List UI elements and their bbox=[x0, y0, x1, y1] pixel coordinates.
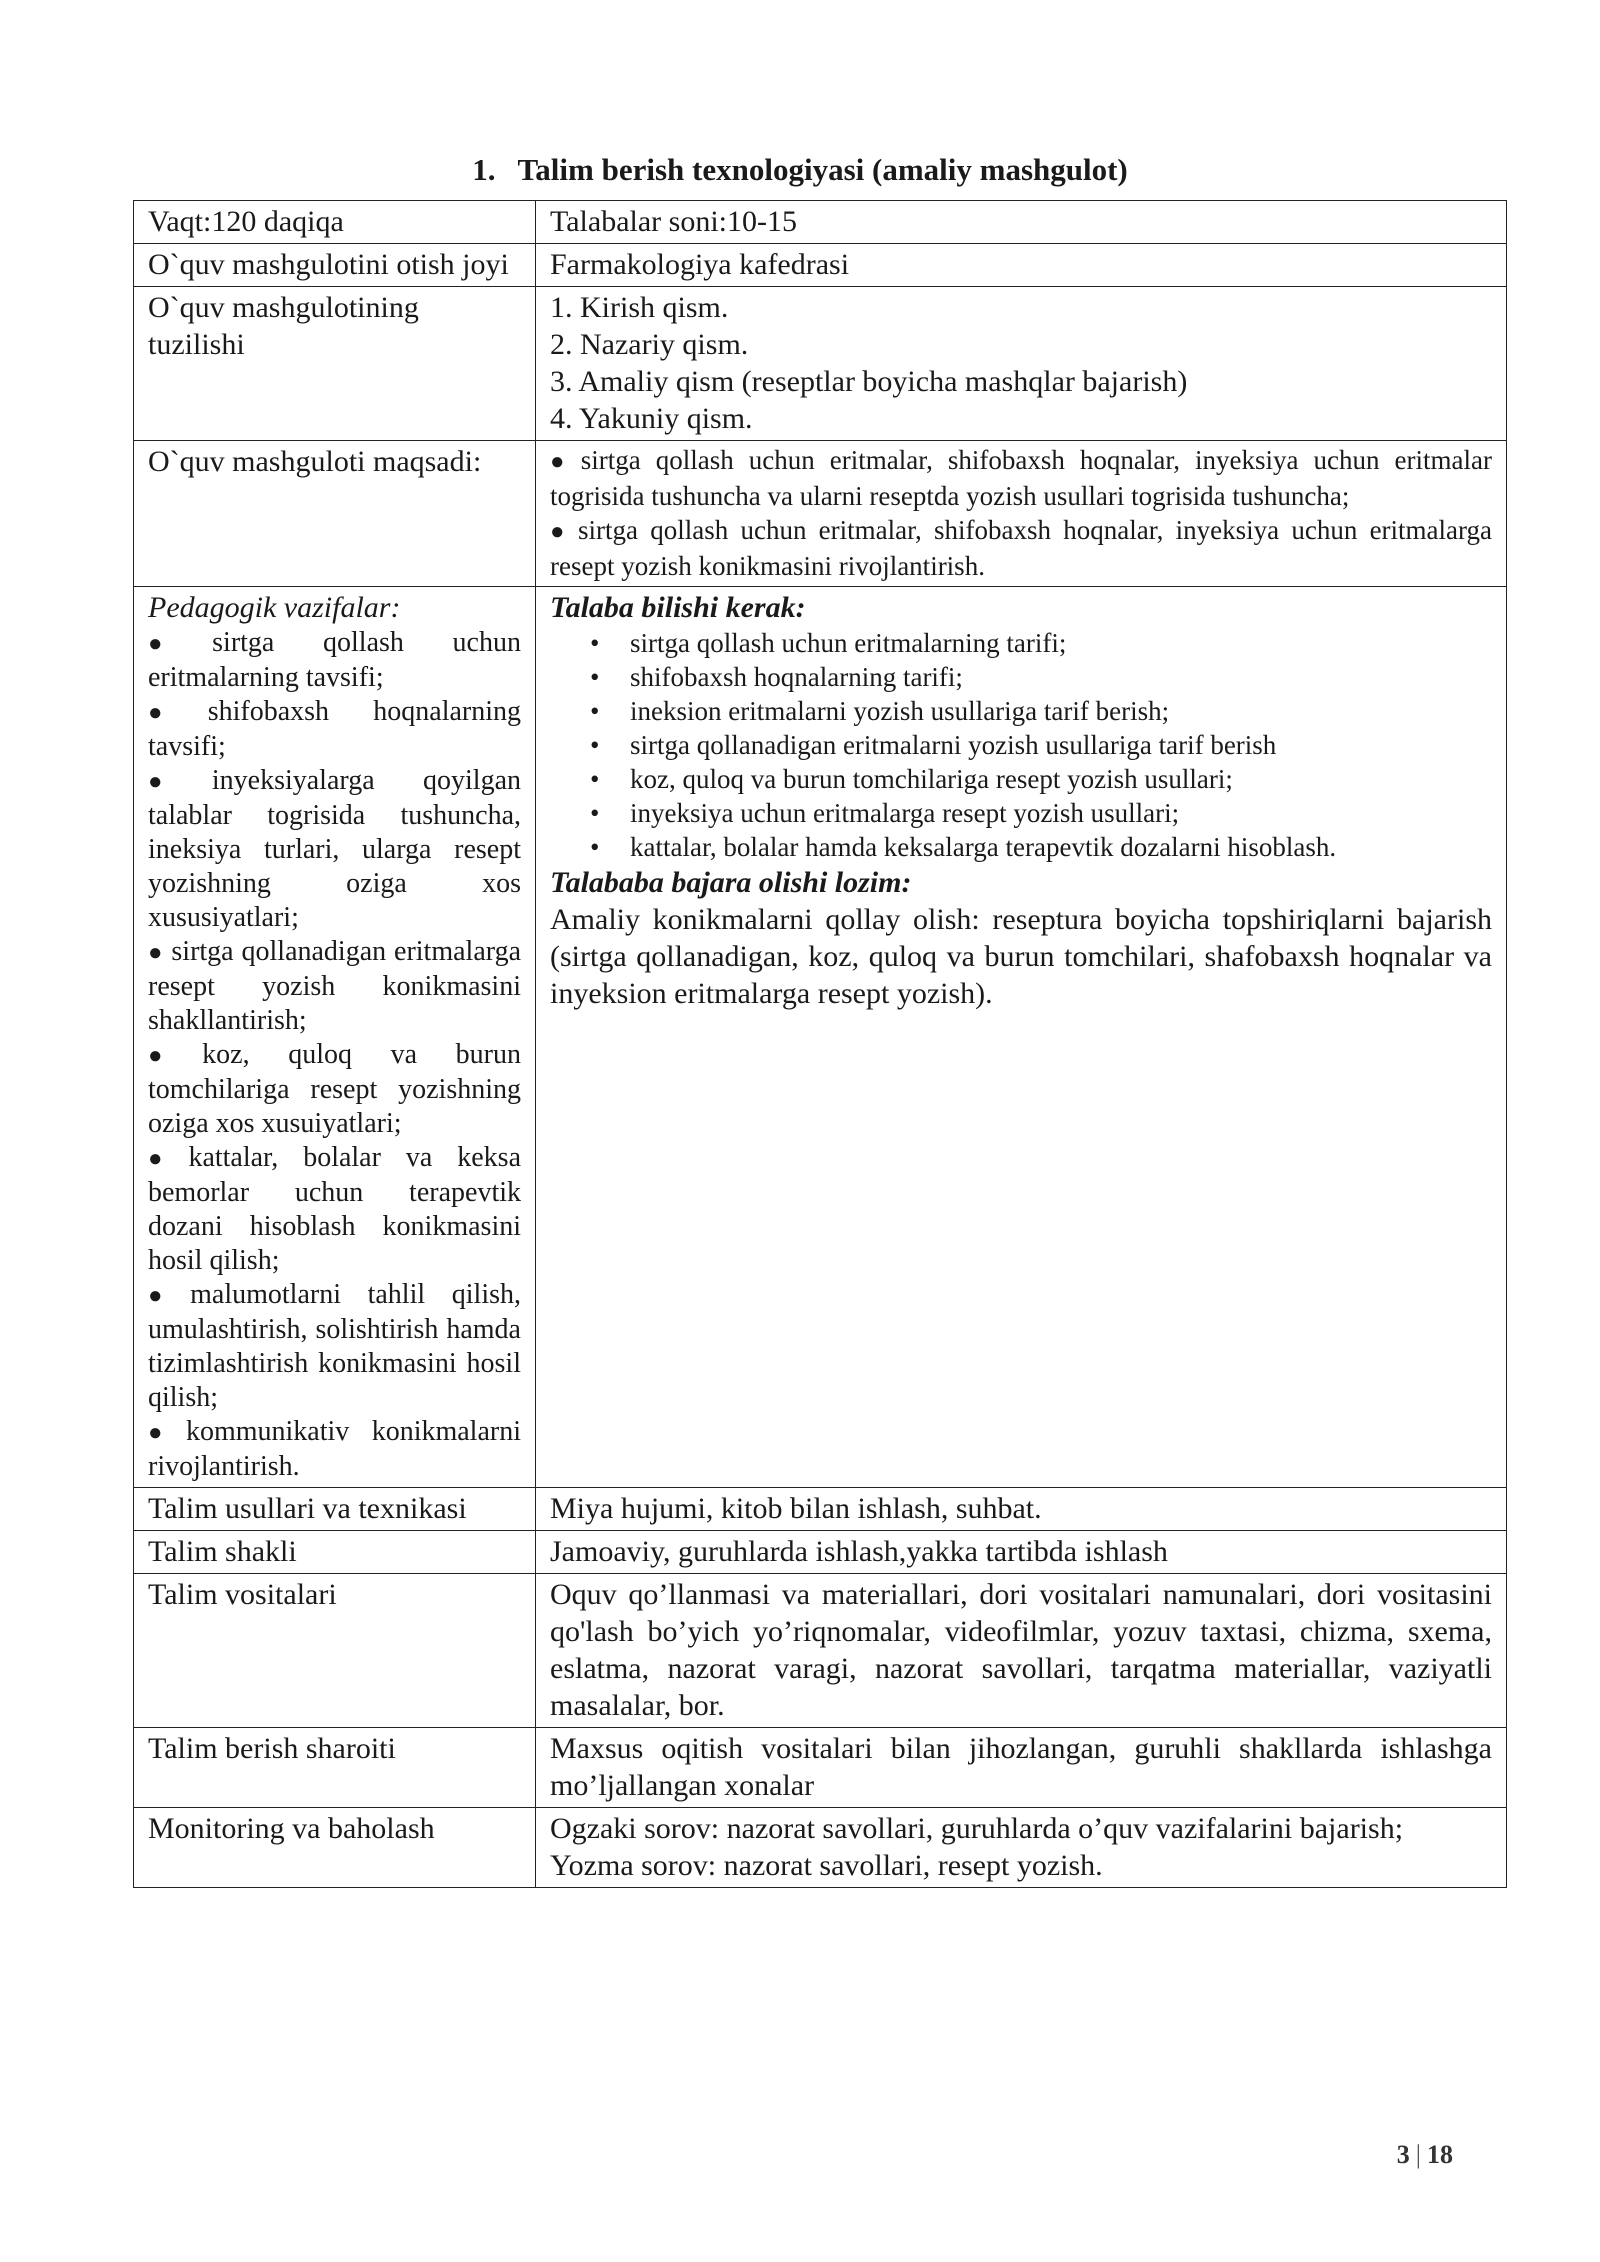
monitoring-value bbox=[536, 1808, 1507, 1888]
list-item: • kattalar, bolalar hamda keksalarga terapevtik dozalarni hisoblash. bbox=[590, 830, 1492, 864]
table-row bbox=[134, 244, 1507, 287]
list-item: 3. Amaliy qism (reseptlar boyicha mashqlar bajarish) bbox=[550, 365, 1188, 398]
current-page: 3 bbox=[1396, 2140, 1410, 2169]
list-item: ● kattalar, bolalar va keksa bemorlar uchun terapevtik dozani hisoblash konikmasini hosil qilish; bbox=[148, 1142, 521, 1276]
know-list bbox=[550, 626, 1492, 864]
lesson-plan-table bbox=[133, 200, 1507, 1888]
bullet-icon: ● bbox=[148, 769, 204, 795]
tools-value: Oquv qo’llanmasi va materiallari, dori vositalari namunalari, dori vositasini qo'lash bo’yich yo’riqnomalar, videofilmlar, yozuv taxtasi, chizma, sxema, eslatma, nazorat varagi, nazorat savollari, tarqatma materiallar, vaziyatli masalalar, bor. bbox=[536, 1574, 1507, 1728]
time-label: Vaqt:120 daqiqa bbox=[134, 201, 536, 244]
table-row bbox=[134, 1574, 1507, 1728]
bullet-icon: ● bbox=[148, 700, 200, 726]
total-pages: 18 bbox=[1427, 2140, 1453, 2169]
place-value: Farmakologiya kafedrasi bbox=[536, 244, 1507, 287]
form-label: Talim shakli bbox=[134, 1531, 536, 1574]
list-item: ● sirtga qollash uchun eritmalarning tavsifi; bbox=[148, 627, 521, 693]
tools-label: Talim vositalari bbox=[134, 1574, 536, 1728]
monitoring-label: Monitoring va baholash bbox=[134, 1808, 536, 1888]
tasks-heading: Pedagogik vazifalar: bbox=[148, 591, 401, 624]
bullet-icon: ● bbox=[148, 1420, 178, 1446]
structure-list bbox=[536, 287, 1507, 441]
title-text: Talim berish texnologiyasi (amaliy mashgulot) bbox=[517, 152, 1128, 187]
conditions-value: Maxsus oqitish vositalari bilan jihozlangan, guruhli shakllarda ishlashga mo’ljallangan xonalar bbox=[536, 1728, 1507, 1808]
do-text: Amaliy konikmalarni qollay olish: reseptura boyicha topshiriqlarni bajarish (sirtga qollanadigan, koz, quloq va burun tomchilari, shafobaxsh hoqnalar va inyeksion eritmalarga resept yozish). bbox=[550, 903, 1492, 1010]
bullet-icon: ● bbox=[550, 449, 573, 475]
aim-label: O`quv mashguloti maqsadi: bbox=[134, 441, 536, 587]
bullet-icon: ● bbox=[148, 631, 205, 657]
list-item: • shifobaxsh hoqnalarning tarifi; bbox=[590, 660, 1492, 694]
oral-assessment: Ogzaki sorov: nazorat savollari, guruhlarda o’quv vazifalarini bajarish; bbox=[550, 1812, 1404, 1845]
form-value: Jamoaviy, guruhlarda ishlash,yakka tartibda ishlash bbox=[536, 1531, 1507, 1574]
students-count: Talabalar soni:10-15 bbox=[536, 201, 1507, 244]
list-item: • inyeksiya uchun eritmalarga resept yozish usullari; bbox=[590, 796, 1492, 830]
title-number: 1. bbox=[472, 152, 496, 187]
pedagogical-tasks bbox=[134, 587, 536, 1488]
list-item: ● malumotlarni tahlil qilish, umulashtirish, solishtirish hamda tizimlashtirish konikmasini hosil qilish; bbox=[148, 1279, 521, 1413]
list-item: ● sirtga qollash uchun eritmalar, shifobaxsh hoqnalar, inyeksiya uchun eritmalarga resept yozish konikmasini rivojlantirish. bbox=[550, 515, 1493, 581]
bullet-icon: ● bbox=[148, 1043, 195, 1069]
table-row bbox=[134, 1808, 1507, 1888]
bullet-icon: ● bbox=[550, 519, 570, 545]
list-item: • koz, quloq va burun tomchilariga resept yozish usullari; bbox=[590, 762, 1492, 796]
list-item: ● kommunikativ konikmalarni rivojlantirish. bbox=[148, 1416, 521, 1482]
list-item: ● shifobaxsh hoqnalarning tavsifi; bbox=[148, 696, 521, 762]
list-item: 4. Yakuniy qism. bbox=[550, 402, 753, 435]
structure-label: O`quv mashgulotining tuzilishi bbox=[134, 287, 536, 441]
bullet-icon: ● bbox=[148, 1283, 183, 1309]
page-number bbox=[1397, 2140, 1453, 2170]
do-heading: Talababa bajara olishi lozim: bbox=[550, 866, 912, 899]
methods-value: Miya hujumi, kitob bilan ishlash, suhbat. bbox=[536, 1488, 1507, 1531]
list-item: 2. Nazariy qism. bbox=[550, 328, 749, 361]
bullet-icon: ● bbox=[148, 940, 164, 966]
table-row bbox=[134, 1531, 1507, 1574]
list-item: • ineksion eritmalarni yozish usullariga tarif berish; bbox=[590, 694, 1492, 728]
table-row bbox=[134, 1728, 1507, 1808]
page-separator: | bbox=[1415, 2140, 1421, 2169]
list-item: ● inyeksiyalarga qoyilgan talablar togrisida tushuncha, ineksiya turlari, ularga resept yozishning oziga xos xususiyatlari; bbox=[148, 765, 521, 933]
know-heading: Talaba bilishi kerak: bbox=[550, 591, 806, 624]
page-title bbox=[0, 150, 1600, 190]
written-assessment: Yozma sorov: nazorat savollari, resept yozish. bbox=[550, 1849, 1103, 1882]
bullet-icon: ● bbox=[148, 1146, 181, 1172]
table-row bbox=[134, 201, 1507, 244]
table-row bbox=[134, 287, 1507, 441]
list-item: ● sirtga qollanadigan eritmalarga resept yozish konikmasini shakllantirish; bbox=[148, 936, 521, 1036]
conditions-label: Talim berish sharoiti bbox=[134, 1728, 536, 1808]
methods-label: Talim usullari va texnikasi bbox=[134, 1488, 536, 1531]
list-item: • sirtga qollash uchun eritmalarning tarifi; bbox=[590, 626, 1492, 660]
list-item: 1. Kirish qism. bbox=[550, 291, 729, 324]
place-label: O`quv mashgulotini otish joyi bbox=[134, 244, 536, 287]
list-item: • sirtga qollanadigan eritmalarni yozish usullariga tarif berish bbox=[590, 728, 1492, 762]
aim-list bbox=[536, 441, 1507, 587]
list-item: ● sirtga qollash uchun eritmalar, shifobaxsh hoqnalar, inyeksiya uchun eritmalar togrisida tushuncha va ularni reseptda yozish usullari togrisida tushuncha; bbox=[550, 445, 1492, 511]
learning-outcomes bbox=[536, 587, 1507, 1488]
list-item: ● koz, quloq va burun tomchilariga resept yozishning oziga xos xusuiyatlari; bbox=[148, 1039, 521, 1139]
table-row bbox=[134, 587, 1507, 1488]
table-row bbox=[134, 441, 1507, 587]
table-row bbox=[134, 1488, 1507, 1531]
